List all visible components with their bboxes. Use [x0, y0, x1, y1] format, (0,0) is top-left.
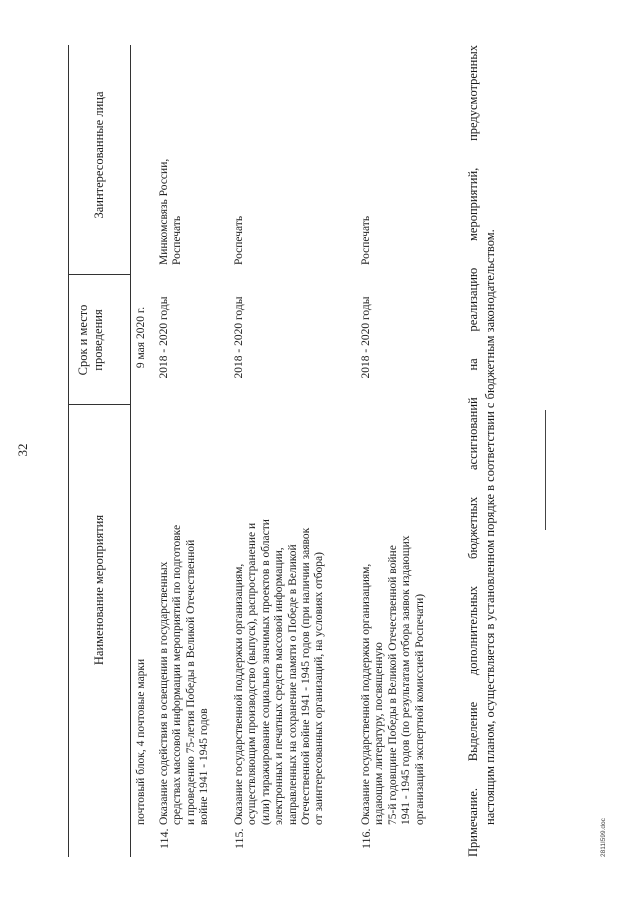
row-name-line: электронных и печатных средств массовой информации,: [273, 547, 286, 825]
row-number: 115.: [232, 828, 246, 849]
row-term: 2018 - 2020 годы: [158, 296, 170, 379]
row-name-line: Оказание содействия в освещении в государственных: [158, 561, 170, 825]
row-name: [158, 415, 212, 825]
header-divider-1: [68, 404, 130, 405]
row-party-line: Роспечать: [171, 215, 184, 265]
row-name-line: средствах массовой информации мероприятий по подготовке: [171, 524, 184, 825]
row-party-line: Роспечать: [360, 215, 372, 265]
page-number: 32: [15, 443, 30, 457]
row-party-line: Минкомсвязь России,: [158, 158, 170, 265]
header-parties: Заинтересованные лица: [92, 91, 106, 219]
signature-rule: [545, 410, 546, 530]
table-top-rule: [68, 45, 69, 857]
row-number: 114.: [157, 828, 171, 849]
row-parties: [233, 45, 246, 265]
row-party-line: Роспечать: [233, 215, 245, 265]
table-header-rule: [130, 45, 131, 857]
header-name: Наименование мероприятия: [92, 514, 106, 666]
note-line-2: настоящим планом, осуществляется в установленном порядке в соответствии с бюджетным законодательством.: [483, 229, 497, 825]
row-name: [233, 415, 327, 825]
row-name-line: Оказание государственной поддержки организациям,: [360, 563, 372, 825]
row-name-line: направленных на сохранение памяти о Победе в Великой: [286, 544, 299, 825]
header-term: Срок и место проведения: [76, 304, 105, 376]
row-parties: [158, 45, 185, 265]
row-parties: [360, 45, 373, 265]
row-name-line: (или) тиражирование социально значимых проектов в области: [259, 519, 272, 825]
row-name-line: издающим литературу, посвященную: [373, 642, 386, 825]
row-name-line: войне 1941 - 1945 годов: [198, 708, 211, 825]
row-name-line: и проведению 75-летия Победы в Великой Отечественной: [184, 539, 197, 825]
header-divider-2: [68, 274, 130, 275]
row-name-line: Оказание государственной поддержки организациям,: [233, 563, 245, 825]
row-name-line: Отечественной войне 1941 - 1945 годов (при наличии заявок: [300, 527, 313, 825]
row-term: 2018 - 2020 годы: [360, 296, 372, 379]
row-name-line: осуществляющим производство (выпуск), распространение и: [246, 522, 259, 825]
note-line-1: Примечание. Выделение дополнительных бюджетных ассигнований на реализацию мероприятий, предусмотренных: [466, 45, 480, 857]
continued-row-name: почтовый блок, 4 почтовые марки: [135, 658, 147, 825]
row-number: 116.: [359, 828, 373, 849]
footer-filename: 2811I599.doc: [600, 818, 607, 857]
row-term: 2018 - 2020 годы: [233, 296, 245, 379]
row-name-line: 1941 - 1945 годов (по результатам отбора заявок издающих: [400, 535, 413, 825]
row-name-line: организаций экспертной комиссией Роспечати): [413, 593, 426, 825]
row-name: [360, 415, 427, 825]
row-name-line: 75-й годовщине Победы в Великой Отечественной войне: [386, 545, 399, 825]
continued-row-term: 9 мая 2020 г.: [135, 306, 147, 369]
row-name-line: от заинтересованных организаций, на условиях отбора): [313, 552, 326, 825]
